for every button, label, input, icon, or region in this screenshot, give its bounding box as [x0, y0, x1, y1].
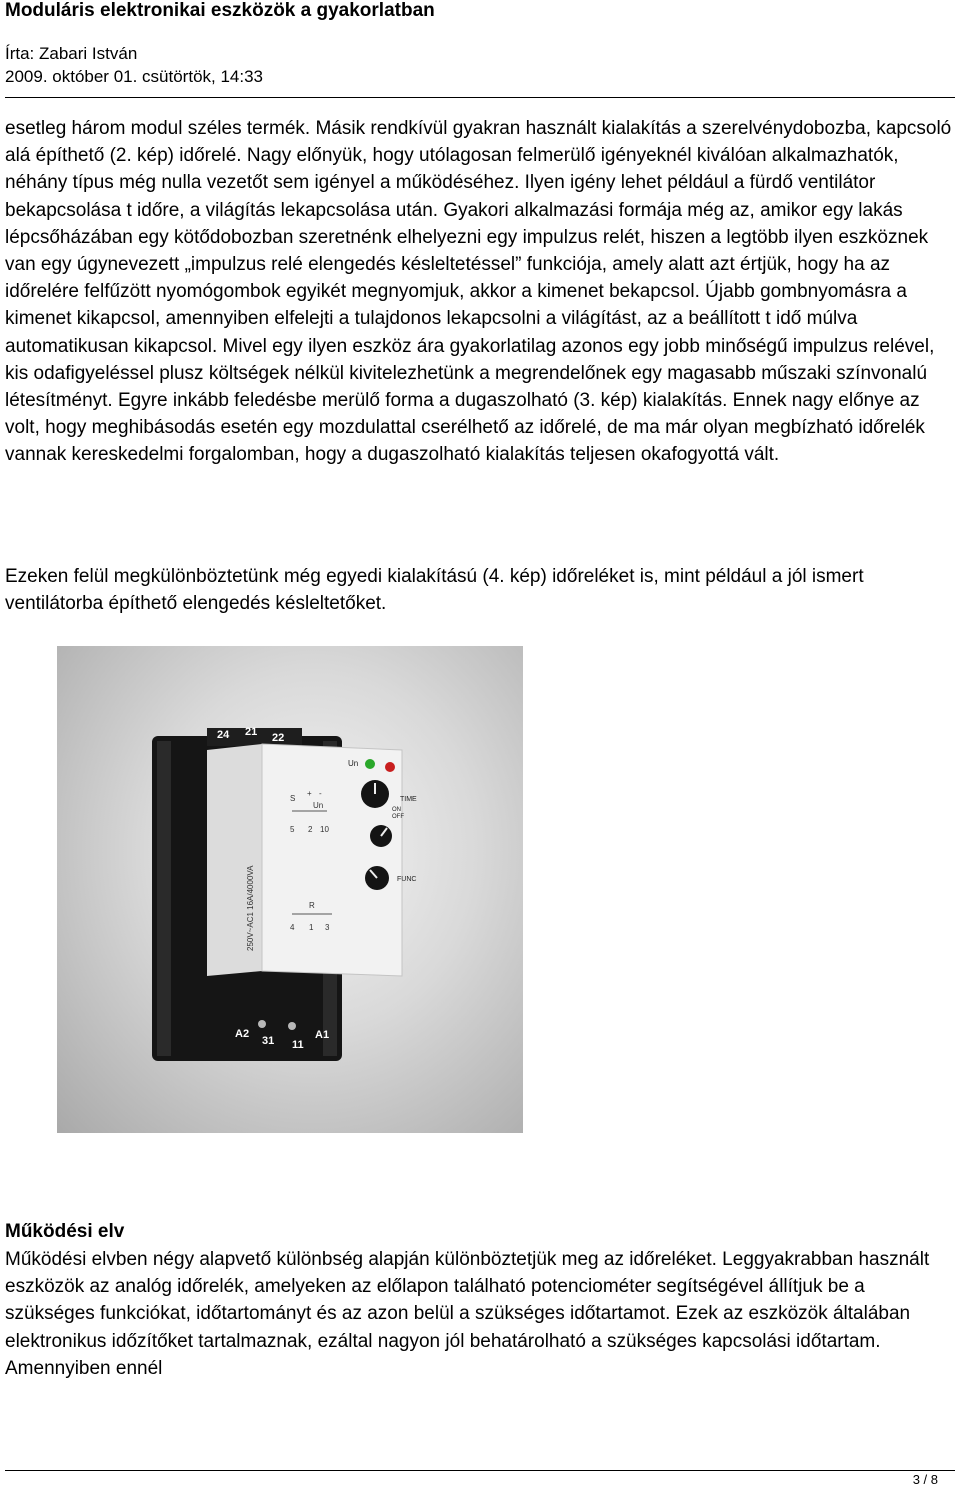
screw-icon	[258, 1020, 266, 1028]
func-label: FUNC	[397, 876, 417, 883]
terminal-bottom-1: A2	[235, 1028, 250, 1040]
svg-text:10: 10	[320, 825, 329, 834]
screw-icon	[288, 1022, 296, 1030]
svg-text:1: 1	[309, 923, 314, 932]
time-label: TIME	[400, 796, 417, 803]
svg-text:2: 2	[308, 825, 313, 834]
terminal-bottom-4: A1	[315, 1029, 330, 1041]
terminal-bottom-3: 11	[292, 1039, 304, 1051]
document-title: Moduláris elektronikai eszközök a gyakorlatban	[5, 0, 435, 21]
svg-text:-: -	[319, 789, 322, 798]
body-paragraph-3: Működési elvben négy alapvető különbség alapján különböztetjük meg az időreléket. Leggyakrabban használt eszközök az analóg időrelék, amelyeken az előlapon található potenciométer segítségével állítjuk be a szükséges funkciókat, időtartományt és az azon belül a szükséges időtartamot. Ezek az eszközök általában elektronikus időzítőket tartalmaznak, ezáltal nagyon jól behatárolható a szükséges kapcsolási időtartam. Amennyiben ennél	[5, 1249, 930, 1379]
svg-text:5: 5	[290, 825, 295, 834]
timer-relay-illustration	[57, 646, 523, 1133]
author-line: Írta: Zabari István	[5, 44, 138, 63]
on-label: ON	[392, 807, 401, 813]
relay-front-housing	[262, 744, 402, 976]
footer-divider	[5, 1470, 955, 1471]
timer-relay-photo	[57, 646, 523, 1133]
svg-text:+: +	[307, 789, 312, 798]
svg-text:3: 3	[325, 923, 330, 932]
off-label: OFF	[392, 814, 404, 820]
rating-marking: 250V~AC1 16A/4000VA	[246, 865, 255, 951]
svg-text:S: S	[290, 794, 296, 803]
header-divider	[5, 97, 955, 98]
svg-text:4: 4	[290, 923, 295, 932]
output-led-icon	[385, 762, 395, 772]
terminal-bottom-2: 31	[262, 1035, 275, 1047]
body-paragraph-2: Ezeken felül megkülönböztetünk még egyedi kialakítású (4. kép) időreléket is, mint például a jól ismert ventilátorba építhető elengedés késleltetőket.	[5, 566, 864, 615]
svg-text:Un: Un	[313, 801, 324, 810]
section-heading: Működési elv	[5, 1221, 125, 1242]
svg-text:R: R	[309, 901, 315, 910]
power-led-icon	[365, 759, 375, 769]
terminal-top-3: 22	[272, 732, 285, 744]
document-header	[5, 0, 955, 88]
indicator-label: Un	[348, 759, 359, 768]
page-number: 3 / 8	[912, 1472, 938, 1487]
terminal-top-1: 24	[217, 729, 230, 741]
date-line: 2009. október 01. csütörtök, 14:33	[5, 67, 264, 86]
terminal-top-2: 21	[245, 726, 258, 738]
body-paragraph-1: esetleg három modul széles termék. Másik rendkívül gyakran használt kialakítás a szerelvénydobozba, kapcsoló alá építhető (2. kép) időrelé. Nagy előnyük, hogy utólagosan felmerülő igényeknél kiválóan alkalmazhatók, néhány típus még nulla vezetőt sem igényel a működéséhez. Ilyen igény lehet például a fürdő ventilátor bekapcsolása t időre, a világítás lekapcsolása után. Gyakori alkalmazási formája még az, amikor egy lakás lépcsőházában egy kötődobozban szeretnénk elhelyezni egy impulzus relét, hiszen a legtöbb ilyen eszköznek van egy úgynevezett „impulzus relé elengedés késleltetéssel” funkciója, amely alatt azt értjük, hogy ha az időrelére felfűzött nyomógombok egyikét megnyomjuk, akkor a kimenet bekapcsol. Újabb gombnyomásra a kimenet kikapcsol, amennyiben elfelejti a tulajdonos lekapcsolni a világítást, az a beállított t idő múlva automatikusan kikapcsol. Mivel egy ilyen eszköz ára gyakorlatilag azonos egy jobb minőségű impulzus relével, kis odafigyeléssel plusz költségek nélkül kivitelezhetünk a megrendelőnek egy magasabb műszaki színvonalú létesítményt. Egyre inkább feledésbe merülő forma a dugaszolható (3. kép) kialakítás. Ennek nagy előnye az volt, hogy meghibásodás esetén egy mozdulattal cserélhető az időrelé, de ma már olyan megbízható időrelék vannak kereskedelmi forgalomban, hogy a dugaszolható kialakítás teljesen okafogyottá vált.	[5, 118, 952, 466]
